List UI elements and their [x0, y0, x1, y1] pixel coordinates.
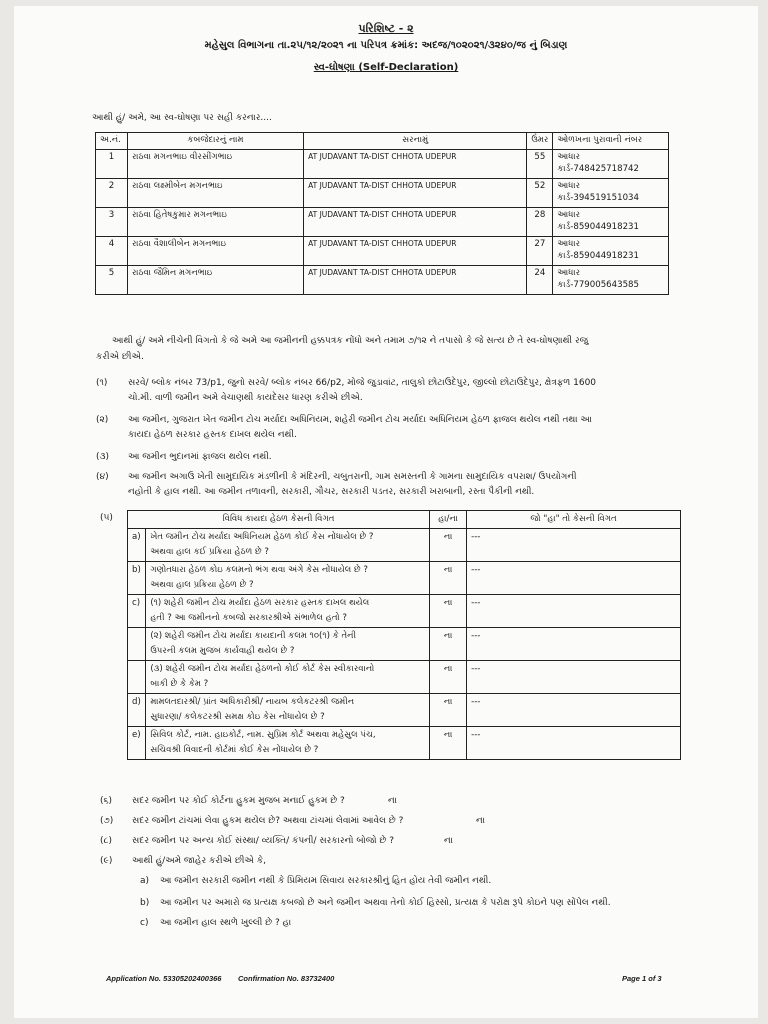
id-type: આધાર — [557, 152, 581, 162]
age-cell: 55 — [527, 150, 553, 179]
serial-cell: 1 — [96, 150, 128, 179]
row-letter — [128, 661, 146, 694]
serial-cell: 3 — [96, 208, 128, 237]
question-cell — [146, 562, 430, 595]
item-number: (૯) — [100, 856, 113, 866]
legal-header-row — [128, 511, 681, 529]
question-cell — [146, 595, 430, 628]
serial-cell: 2 — [96, 179, 128, 208]
id-cell — [553, 266, 669, 295]
annex-title: પરિશિષ્ટ - ૨ — [358, 22, 414, 35]
serial-cell: 4 — [96, 237, 128, 266]
item-9-text: આથી હું/અમે જાહેર કરીએ છીએ કે, — [132, 856, 267, 866]
question-6-answer: ના — [388, 796, 397, 806]
row-letter: b) — [128, 562, 146, 595]
page-number: Page 1 of 3 — [622, 974, 662, 983]
question-cell — [146, 727, 430, 760]
question-line: અથવા હાલ પ્રક્રિયા હેઠળ છે ? — [150, 580, 254, 590]
question-8: સદર જમીન પર અન્ય કોઈ સંસ્થા/ વ્યક્તિ/ કંપની/ સરકારનો બોજો છે ? — [132, 836, 395, 846]
table-row — [96, 266, 669, 295]
id-number: કાર્ડ-394519151034 — [557, 193, 639, 203]
item-4-line1: આ જમીન અગાઉ ખેતી સામુદાયિક મંડળીની કે મંદિરની, ચબુતરાની, ગામ સમસ્તની કે ગામના સામુદાયિક વપરાશ/ ઉપયોગની — [128, 472, 577, 482]
row-letter — [128, 628, 146, 661]
details-cell: --- — [467, 694, 681, 727]
table-row — [96, 150, 669, 179]
age-cell: 24 — [527, 266, 553, 295]
id-type: આધાર — [557, 210, 581, 220]
age-cell: 52 — [527, 179, 553, 208]
legal-cases-table — [127, 510, 681, 760]
declaration-paragraph-line2: કરીએ છીએ. — [96, 352, 144, 362]
question-line: (૩) શહેરી જમીન ટોચ મર્યાદા હેઠળનો કોઈ કોર્ટ કેસ સ્વીકારવાનો — [150, 664, 375, 674]
question-7-answer: ના — [476, 816, 485, 826]
answer-cell: ના — [430, 661, 467, 694]
sub-letter: a) — [140, 876, 150, 886]
item-2-line2: કાયદા હેઠળ સરકાર હસ્તક દાખલ થયેલ નથી. — [128, 430, 297, 440]
header-serial: અ.નં. — [96, 133, 128, 150]
header-if-yes: જો "હા" તો કેસની વિગત — [467, 511, 681, 529]
question-cell — [146, 628, 430, 661]
item-number: (૪) — [96, 472, 109, 482]
question-7: સદર જમીન ટાંચમાં લેવા હુકમ થયેલ છે? અથવા ટાંચમાં લેવામાં આવેલ છે ? — [132, 816, 404, 826]
item-number: (૩) — [96, 452, 110, 462]
age-cell: 27 — [527, 237, 553, 266]
answer-cell: ના — [430, 529, 467, 562]
table-row — [128, 694, 681, 727]
circular-subtitle: મહેસુલ વિભાગના તા.૨૫/૧૨/૨૦૨૧ ના પરિપત્ર ક્રમાંક: અદજ/૧૦૨૦૨૧/૩૨૪૦/જ નું બિડાણ — [204, 40, 568, 51]
owner-name-cell: રાઠવા જૈમિન મગનભાઇ — [127, 266, 303, 295]
row-letter: d) — [128, 694, 146, 727]
item-number: (૮) — [100, 836, 112, 846]
details-cell: --- — [467, 595, 681, 628]
id-type: આધાર — [557, 181, 581, 191]
owners-header-row — [96, 133, 669, 150]
question-line: ગણોતધારા હેઠળ કોઇ કલમનો ભંગ થવા અંગે કેસ નોંધાયેલ છે ? — [150, 565, 368, 575]
id-cell — [553, 150, 669, 179]
header-address: સરનામું — [304, 133, 527, 150]
sub-a-text: આ જમીન સરકારી જમીન નથી કે પ્રિમિયમ સિવાય સરકારશ્રીનું હિત હોય તેવી જમીન નથી. — [160, 876, 492, 886]
age-cell: 28 — [527, 208, 553, 237]
header-case-details: વિવિધ કાયદા હેઠળ કેસની વિગત — [128, 511, 430, 529]
sub-b-text: આ જમીન પર અમારો જ પ્રત્યક્ષ કબજો છે અને જમીન અથવા તેનો કોઈ હિસ્સો, પ્રત્યક્ષ કે પરોક્ષ રૂપે કોઇને પણ સોંપેલ નથી. — [160, 898, 611, 908]
question-line: સચિવશ્રી વિવાદની કોર્ટમાં કોઈ કેસ નોંધાયેલ છે ? — [150, 745, 319, 755]
id-number: કાર્ડ-779005643585 — [557, 280, 639, 290]
owner-name-cell: રાઠવા લક્ષ્મીબેન મગનભાઇ — [127, 179, 303, 208]
header-id-proof: ઓળખના પુરાવાની નંબર — [553, 133, 669, 150]
sub-c-text: આ જમીન હાલ સ્થળે ખુલ્લી છે ? હા — [160, 918, 292, 928]
address-cell: AT JUDAVANT TA-DIST CHHOTA UDEPUR — [304, 266, 527, 295]
question-8-answer: ના — [444, 836, 453, 846]
item-4-line2: નહોતી કે હાલ નથી. આ જમીન તળાવની, સરકારી, ગૌચર, સરકારી પડતર, સરકારી ખરાબાની, રસ્તા પૈકીની નથી. — [128, 487, 535, 497]
item-number: (૭) — [100, 816, 114, 826]
question-cell — [146, 661, 430, 694]
header-owner-name: કબજેદારનું નામ — [127, 133, 303, 150]
id-number: કાર્ડ-859044918231 — [557, 251, 639, 261]
table-row — [128, 727, 681, 760]
table-row — [128, 628, 681, 661]
question-line: બાકી છે કે કેમ ? — [150, 679, 209, 689]
item-number: (૬) — [100, 796, 113, 806]
question-line: મામલતદારશ્રી/ પ્રાંત અધિકારીશ્રી/ નાયબ કલેકટરશ્રી જમીન — [150, 697, 355, 707]
sub-letter: b) — [140, 898, 150, 908]
serial-cell: 5 — [96, 266, 128, 295]
owner-name-cell: રાઠવા વૈશાલીબેન મગનભાઇ — [127, 237, 303, 266]
table-row — [96, 208, 669, 237]
id-cell — [553, 208, 669, 237]
question-line: હતી ? આ જમીનનો કબજો સરકારશ્રીએ સંભાળેલ હતો ? — [150, 613, 347, 623]
item-1-line2: ચો.મી. વાળી જમીન અમે વેચાણથી કાયદેસર ધારણ કરીએ છીએ. — [128, 393, 363, 403]
answer-cell: ના — [430, 595, 467, 628]
id-number: કાર્ડ-859044918231 — [557, 222, 639, 232]
question-cell — [146, 694, 430, 727]
id-cell — [553, 179, 669, 208]
row-letter: a) — [128, 529, 146, 562]
address-cell: AT JUDAVANT TA-DIST CHHOTA UDEPUR — [304, 208, 527, 237]
question-line: સિવિલ કોર્ટ, નામ. હાઇકોર્ટ, નામ. સુપ્રિમ કોર્ટ અથવા મહેસુલ પંચ, — [150, 730, 376, 740]
table-row — [128, 562, 681, 595]
question-line: (૧) શહેરી જમીન ટોચ મર્યાદા હેઠળ સરકાર હસ્તક દાખલ થયેલ — [150, 598, 370, 608]
intro-text: આથી હું/ અમે, આ સ્વ-ઘોષણા પર સહી કરનાર.... — [92, 113, 272, 123]
table-row — [128, 529, 681, 562]
owner-name-cell: રાઠવા હિતેષકુમાર મગનભાઇ — [127, 208, 303, 237]
row-letter: e) — [128, 727, 146, 760]
answer-cell: ના — [430, 727, 467, 760]
details-cell: --- — [467, 529, 681, 562]
item-number: (૧) — [96, 378, 108, 388]
document-page — [14, 6, 758, 1018]
item-2-line1: આ જમીન, ગુજરાત ખેત જમીન ટોચ મર્યાદા અધિનિયમ, શહેરી જમીન ટોચ મર્યાદા અધિનિયમ હેઠળ ફાજલ થયેલ નથી તથા આ — [128, 415, 592, 425]
answer-cell: ના — [430, 628, 467, 661]
question-line: ખેત જમીન ટોચ મર્યાદા અધિનિયમ હેઠળ કોઈ કેસ નોંધાયેલ છે ? — [150, 532, 374, 542]
item-number: (૨) — [96, 415, 109, 425]
table-row — [96, 179, 669, 208]
header-yes-no: હા/ના — [430, 511, 467, 529]
table-row — [96, 237, 669, 266]
confirmation-number: Confirmation No. 83732400 — [238, 974, 335, 983]
address-cell: AT JUDAVANT TA-DIST CHHOTA UDEPUR — [304, 150, 527, 179]
sub-letter: c) — [140, 918, 149, 928]
address-cell: AT JUDAVANT TA-DIST CHHOTA UDEPUR — [304, 237, 527, 266]
question-cell — [146, 529, 430, 562]
question-6: સદર જમીન પર કોઈ કોર્ટના હુકમ મુજબ મનાઈ હુકમ છે ? — [132, 796, 345, 806]
details-cell: --- — [467, 661, 681, 694]
id-number: કાર્ડ-748425718742 — [557, 164, 639, 174]
table-row — [128, 595, 681, 628]
question-line: (૨) શહેરી જમીન ટોચ મર્યાદા કાયદાની કલમ ૧૦(૧) કે તેની — [150, 631, 357, 641]
owner-name-cell: રાઠવા મગનભાઇ વીરસીંગભાઇ — [127, 150, 303, 179]
id-type: આધાર — [557, 268, 581, 278]
question-line: ઉપરની કલમ મુજબ કાર્યવાહી થયેલ છે ? — [150, 646, 295, 656]
table-row — [128, 661, 681, 694]
answer-cell: ના — [430, 562, 467, 595]
row-letter: c) — [128, 595, 146, 628]
id-type: આધાર — [557, 239, 581, 249]
details-cell: --- — [467, 562, 681, 595]
item-number: (૫) — [100, 513, 113, 523]
details-cell: --- — [467, 628, 681, 661]
application-number: Application No. 53305202400366 — [106, 974, 222, 983]
answer-cell: ના — [430, 694, 467, 727]
question-line: અથવા હાલ કઈ પ્રક્રિયા હેઠળ છે ? — [150, 547, 269, 557]
id-cell — [553, 237, 669, 266]
declaration-paragraph-line1: આથી હું/ અમે નીચેની વિગતો કે જે અમે આ જમીનની હક્કપત્રક નોંધો અને તમામ ૭/૧૨ ને તપાસો કે જે સત્ય છે તે સ્વ-ઘોષણાથી રજુ — [112, 336, 589, 346]
item-3-line1: આ જમીન ભુદાનમાં ફાજલ થયેલ નથી. — [128, 452, 272, 462]
self-declaration-heading: સ્વ-ઘોષણા (Self-Declaration) — [313, 62, 459, 73]
header-age: ઉંમર — [527, 133, 553, 150]
details-cell: --- — [467, 727, 681, 760]
question-line: સુધારણા/ કલેકટરશ્રી સમક્ષ કોઇ કેસ નોંધાયેલ છે ? — [150, 712, 325, 722]
address-cell: AT JUDAVANT TA-DIST CHHOTA UDEPUR — [304, 179, 527, 208]
item-1-line1: સરવે/ બ્લોક નંબર 73/p1, જુનો સરવે/ બ્લોક નંબર 66/p2, મોજે જુડાવાંટ, તાલુકો છોટાઉદેપુર, જીલ્લો છોટાઉદેપુર, ક્ષેત્રફળ 1600 — [128, 378, 597, 388]
owners-table — [95, 132, 669, 295]
